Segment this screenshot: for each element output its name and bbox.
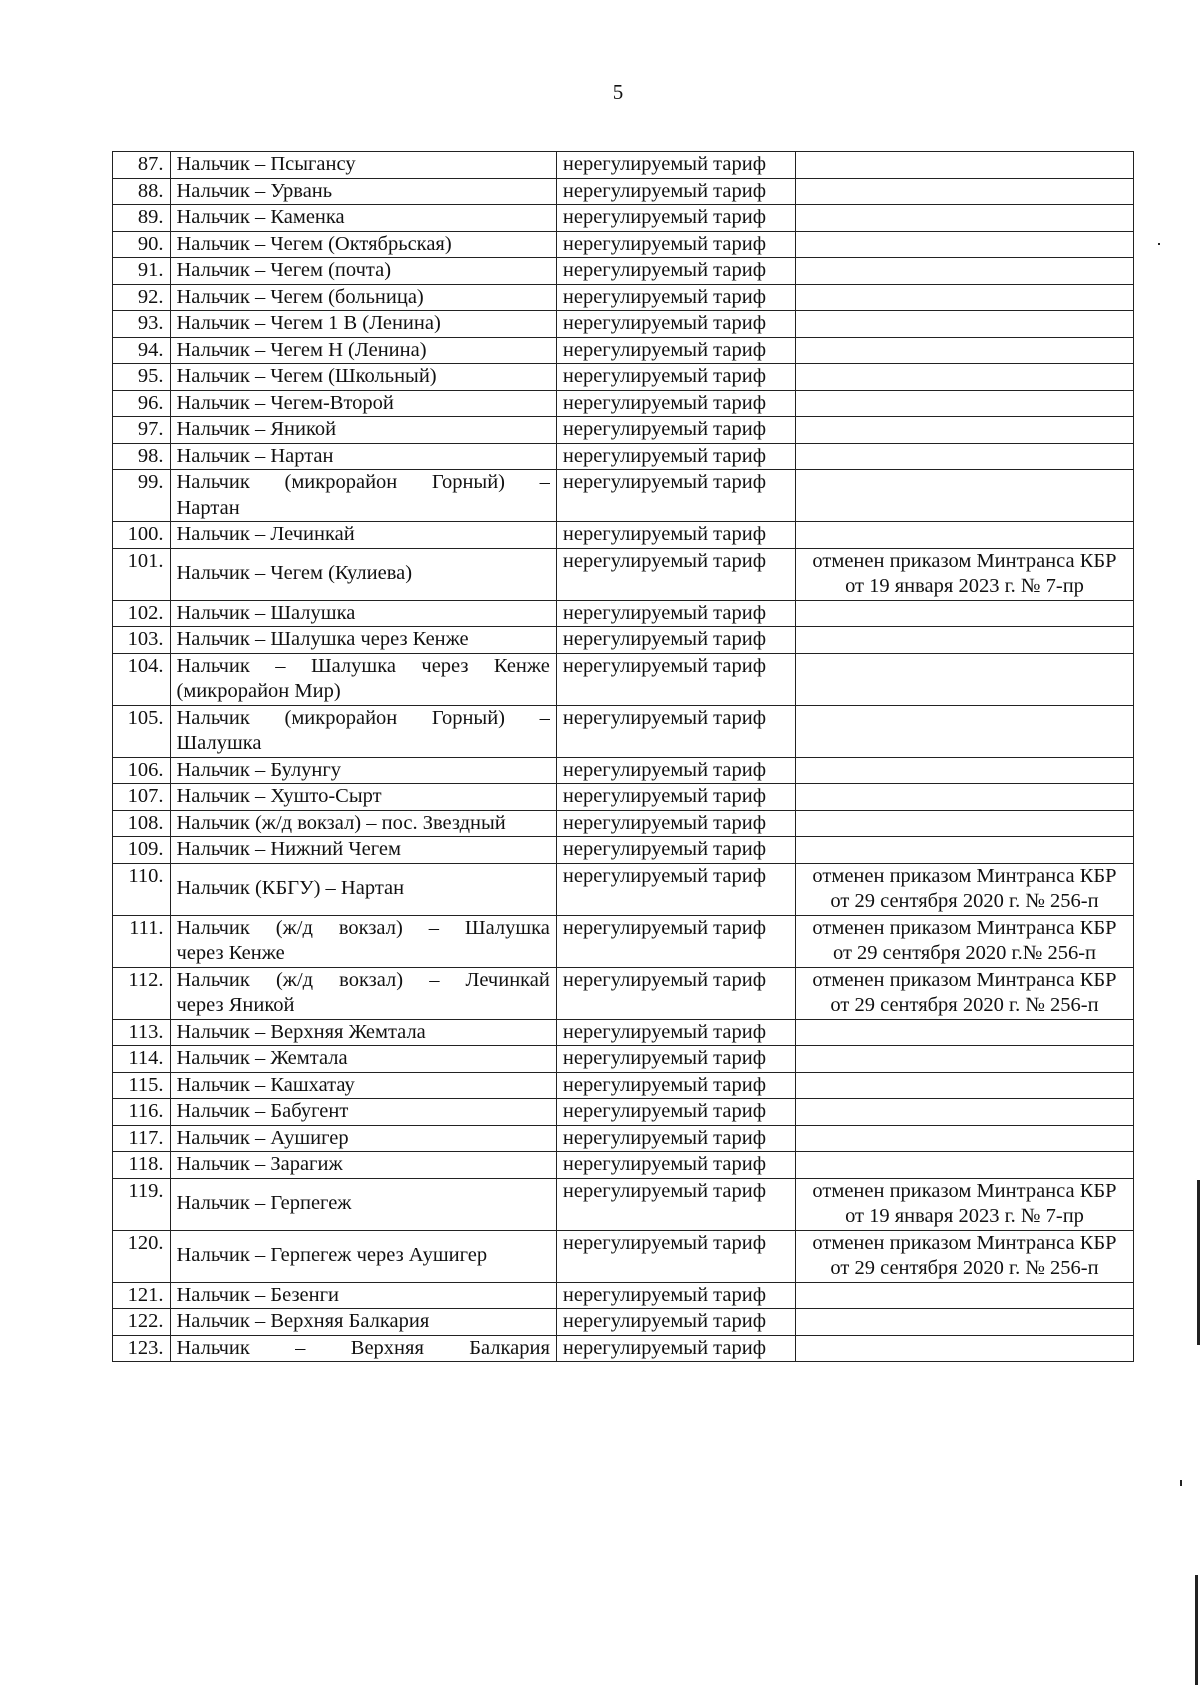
table-row	[113, 863, 1134, 915]
tariff-type: нерегулируемый тариф	[556, 443, 795, 470]
row-number: 111.	[113, 915, 171, 967]
cancellation-note: отменен приказом Минтранса КБР от 29 сентября 2020 г.№ 256-п	[795, 915, 1133, 967]
table-row	[113, 470, 1134, 522]
tariff-type: нерегулируемый тариф	[556, 178, 795, 205]
tariff-type: нерегулируемый тариф	[556, 1072, 795, 1099]
route-name: Нальчик – Безенги	[170, 1282, 556, 1309]
cancellation-note	[795, 1072, 1133, 1099]
cancellation-note: отменен приказом Минтранса КБР от 29 сентября 2020 г. № 256-п	[795, 967, 1133, 1019]
tariff-type: нерегулируемый тариф	[556, 837, 795, 864]
row-number: 109.	[113, 837, 171, 864]
tariff-type: нерегулируемый тариф	[556, 522, 795, 549]
cancellation-note	[795, 522, 1133, 549]
row-number: 92.	[113, 284, 171, 311]
tariff-type: нерегулируемый тариф	[556, 810, 795, 837]
tariff-type: нерегулируемый тариф	[556, 653, 795, 705]
route-name: Нальчик – Чегем (Кулиева)	[170, 548, 556, 600]
cancellation-note: отменен приказом Минтранса КБР от 19 января 2023 г. № 7-пр	[795, 548, 1133, 600]
tariff-type: нерегулируемый тариф	[556, 311, 795, 338]
cancellation-note	[795, 627, 1133, 654]
cancellation-note	[795, 1309, 1133, 1336]
table-row	[113, 1335, 1134, 1362]
route-name: Нальчик – Верхняя Жемтала	[170, 1019, 556, 1046]
row-number: 115.	[113, 1072, 171, 1099]
route-name: Нальчик – Чегем (Школьный)	[170, 364, 556, 391]
cancellation-note	[795, 417, 1133, 444]
route-name: Нальчик (микрорайон Горный) – Шалушка	[170, 705, 556, 757]
table-row	[113, 337, 1134, 364]
cancellation-note	[795, 1152, 1133, 1179]
route-name: Нальчик – Чегем (Октябрьская)	[170, 231, 556, 258]
route-name: Нальчик – Яникой	[170, 417, 556, 444]
cancellation-note	[795, 1099, 1133, 1126]
row-number: 90.	[113, 231, 171, 258]
cancellation-note: отменен приказом Минтранса КБР от 29 сентября 2020 г. № 256-п	[795, 1230, 1133, 1282]
route-name: Нальчик – Урвань	[170, 178, 556, 205]
cancellation-note	[795, 390, 1133, 417]
route-name: Нальчик – Герпегеж	[170, 1178, 556, 1230]
scan-dot	[1180, 1480, 1182, 1486]
tariff-type: нерегулируемый тариф	[556, 863, 795, 915]
route-name: Нальчик – Чегем (почта)	[170, 258, 556, 285]
table-row	[113, 417, 1134, 444]
route-name: Нальчик – Бабугент	[170, 1099, 556, 1126]
row-number: 108.	[113, 810, 171, 837]
row-number: 101.	[113, 548, 171, 600]
row-number: 112.	[113, 967, 171, 1019]
table-row	[113, 967, 1134, 1019]
row-number: 103.	[113, 627, 171, 654]
row-number: 98.	[113, 443, 171, 470]
tariff-type: нерегулируемый тариф	[556, 337, 795, 364]
table-row	[113, 311, 1134, 338]
row-number: 123.	[113, 1335, 171, 1362]
row-number: 117.	[113, 1125, 171, 1152]
routes-table	[112, 151, 1134, 1362]
tariff-type: нерегулируемый тариф	[556, 627, 795, 654]
route-name: Нальчик – Кашхатау	[170, 1072, 556, 1099]
cancellation-note	[795, 152, 1133, 179]
cancellation-note	[795, 231, 1133, 258]
routes-table-body	[113, 152, 1134, 1362]
tariff-type: нерегулируемый тариф	[556, 205, 795, 232]
route-name: Нальчик – Чегем (больница)	[170, 284, 556, 311]
scan-mark	[1195, 1575, 1198, 1685]
table-row	[113, 784, 1134, 811]
route-name: Нальчик (микрорайон Горный) – Нартан	[170, 470, 556, 522]
route-name: Нальчик – Нижний Чегем	[170, 837, 556, 864]
row-number: 105.	[113, 705, 171, 757]
route-name: Нальчик – Шалушка через Кенже	[170, 627, 556, 654]
page-number: 5	[612, 80, 624, 104]
table-row	[113, 364, 1134, 391]
route-name: Нальчик – Герпегеж через Аушигер	[170, 1230, 556, 1282]
tariff-type: нерегулируемый тариф	[556, 1019, 795, 1046]
cancellation-note	[795, 311, 1133, 338]
cancellation-note: отменен приказом Минтранса КБР от 19 января 2023 г. № 7-пр	[795, 1178, 1133, 1230]
table-row	[113, 231, 1134, 258]
table-row	[113, 390, 1134, 417]
table-row	[113, 837, 1134, 864]
row-number: 97.	[113, 417, 171, 444]
tariff-type: нерегулируемый тариф	[556, 284, 795, 311]
tariff-type: нерегулируемый тариф	[556, 1178, 795, 1230]
table-row	[113, 653, 1134, 705]
route-name: Нальчик – Хушто-Сырт	[170, 784, 556, 811]
row-number: 89.	[113, 205, 171, 232]
table-row	[113, 600, 1134, 627]
table-row	[113, 1099, 1134, 1126]
row-number: 96.	[113, 390, 171, 417]
table-row	[113, 705, 1134, 757]
tariff-type: нерегулируемый тариф	[556, 1125, 795, 1152]
table-row	[113, 205, 1134, 232]
cancellation-note	[795, 705, 1133, 757]
tariff-type: нерегулируемый тариф	[556, 705, 795, 757]
tariff-type: нерегулируемый тариф	[556, 470, 795, 522]
row-number: 99.	[113, 470, 171, 522]
route-name: Нальчик – Лечинкай	[170, 522, 556, 549]
tariff-type: нерегулируемый тариф	[556, 390, 795, 417]
table-row	[113, 1046, 1134, 1073]
row-number: 94.	[113, 337, 171, 364]
route-name: Нальчик – Чегем-Второй	[170, 390, 556, 417]
scan-dot	[1158, 243, 1160, 245]
tariff-type: нерегулируемый тариф	[556, 1335, 795, 1362]
table-row	[113, 810, 1134, 837]
row-number: 93.	[113, 311, 171, 338]
route-name: Нальчик – Жемтала	[170, 1046, 556, 1073]
row-number: 107.	[113, 784, 171, 811]
route-name: Нальчик – Верхняя Балкария	[170, 1335, 556, 1362]
cancellation-note	[795, 1046, 1133, 1073]
cancellation-note	[795, 364, 1133, 391]
route-name: Нальчик – Чегем 1 В (Ленина)	[170, 311, 556, 338]
cancellation-note	[795, 337, 1133, 364]
tariff-type: нерегулируемый тариф	[556, 258, 795, 285]
row-number: 120.	[113, 1230, 171, 1282]
route-name: Нальчик – Нартан	[170, 443, 556, 470]
table-row	[113, 1178, 1134, 1230]
row-number: 114.	[113, 1046, 171, 1073]
table-row	[113, 1125, 1134, 1152]
route-name: Нальчик – Аушигер	[170, 1125, 556, 1152]
row-number: 87.	[113, 152, 171, 179]
cancellation-note	[795, 178, 1133, 205]
table-row	[113, 258, 1134, 285]
row-number: 113.	[113, 1019, 171, 1046]
tariff-type: нерегулируемый тариф	[556, 152, 795, 179]
tariff-type: нерегулируемый тариф	[556, 364, 795, 391]
tariff-type: нерегулируемый тариф	[556, 548, 795, 600]
row-number: 102.	[113, 600, 171, 627]
tariff-type: нерегулируемый тариф	[556, 784, 795, 811]
table-row	[113, 757, 1134, 784]
table-row	[113, 284, 1134, 311]
tariff-type: нерегулируемый тариф	[556, 417, 795, 444]
row-number: 116.	[113, 1099, 171, 1126]
route-name: Нальчик (ж/д вокзал) – Шалушка через Кенже	[170, 915, 556, 967]
table-row	[113, 1282, 1134, 1309]
cancellation-note	[795, 205, 1133, 232]
tariff-type: нерегулируемый тариф	[556, 967, 795, 1019]
tariff-type: нерегулируемый тариф	[556, 1282, 795, 1309]
tariff-type: нерегулируемый тариф	[556, 1099, 795, 1126]
cancellation-note	[795, 1125, 1133, 1152]
row-number: 122.	[113, 1309, 171, 1336]
row-number: 104.	[113, 653, 171, 705]
row-number: 91.	[113, 258, 171, 285]
route-name: Нальчик – Псыгансу	[170, 152, 556, 179]
table-row	[113, 548, 1134, 600]
table-row	[113, 178, 1134, 205]
cancellation-note	[795, 600, 1133, 627]
row-number: 106.	[113, 757, 171, 784]
tariff-type: нерегулируемый тариф	[556, 915, 795, 967]
table-row	[113, 522, 1134, 549]
tariff-type: нерегулируемый тариф	[556, 231, 795, 258]
row-number: 100.	[113, 522, 171, 549]
cancellation-note	[795, 284, 1133, 311]
cancellation-note	[795, 443, 1133, 470]
table-row	[113, 1072, 1134, 1099]
route-name: Нальчик – Чегем Н (Ленина)	[170, 337, 556, 364]
table-row	[113, 1230, 1134, 1282]
table-row	[113, 152, 1134, 179]
row-number: 110.	[113, 863, 171, 915]
route-name: Нальчик – Шалушка	[170, 600, 556, 627]
cancellation-note	[795, 653, 1133, 705]
table-row	[113, 1019, 1134, 1046]
cancellation-note	[795, 1019, 1133, 1046]
cancellation-note	[795, 810, 1133, 837]
route-name: Нальчик (ж/д вокзал) – пос. Звездный	[170, 810, 556, 837]
cancellation-note	[795, 784, 1133, 811]
tariff-type: нерегулируемый тариф	[556, 1230, 795, 1282]
route-name: Нальчик – Зарагиж	[170, 1152, 556, 1179]
table-row	[113, 1309, 1134, 1336]
row-number: 119.	[113, 1178, 171, 1230]
route-name: Нальчик (КБГУ) – Нартан	[170, 863, 556, 915]
route-name: Нальчик – Верхняя Балкария	[170, 1309, 556, 1336]
table-row	[113, 915, 1134, 967]
row-number: 121.	[113, 1282, 171, 1309]
tariff-type: нерегулируемый тариф	[556, 757, 795, 784]
cancellation-note	[795, 1335, 1133, 1362]
route-name: Нальчик – Каменка	[170, 205, 556, 232]
tariff-type: нерегулируемый тариф	[556, 600, 795, 627]
cancellation-note: отменен приказом Минтранса КБР от 29 сентября 2020 г. № 256-п	[795, 863, 1133, 915]
tariff-type: нерегулируемый тариф	[556, 1309, 795, 1336]
table-row	[113, 1152, 1134, 1179]
table-row	[113, 627, 1134, 654]
route-name: Нальчик (ж/д вокзал) – Лечинкай через Яникой	[170, 967, 556, 1019]
table-row	[113, 443, 1134, 470]
cancellation-note	[795, 470, 1133, 522]
row-number: 95.	[113, 364, 171, 391]
cancellation-note	[795, 757, 1133, 784]
cancellation-note	[795, 258, 1133, 285]
row-number: 118.	[113, 1152, 171, 1179]
row-number: 88.	[113, 178, 171, 205]
tariff-type: нерегулируемый тариф	[556, 1046, 795, 1073]
cancellation-note	[795, 837, 1133, 864]
route-name: Нальчик – Булунгу	[170, 757, 556, 784]
cancellation-note	[795, 1282, 1133, 1309]
route-name: Нальчик – Шалушка через Кенже (микрорайон Мир)	[170, 653, 556, 705]
tariff-type: нерегулируемый тариф	[556, 1152, 795, 1179]
